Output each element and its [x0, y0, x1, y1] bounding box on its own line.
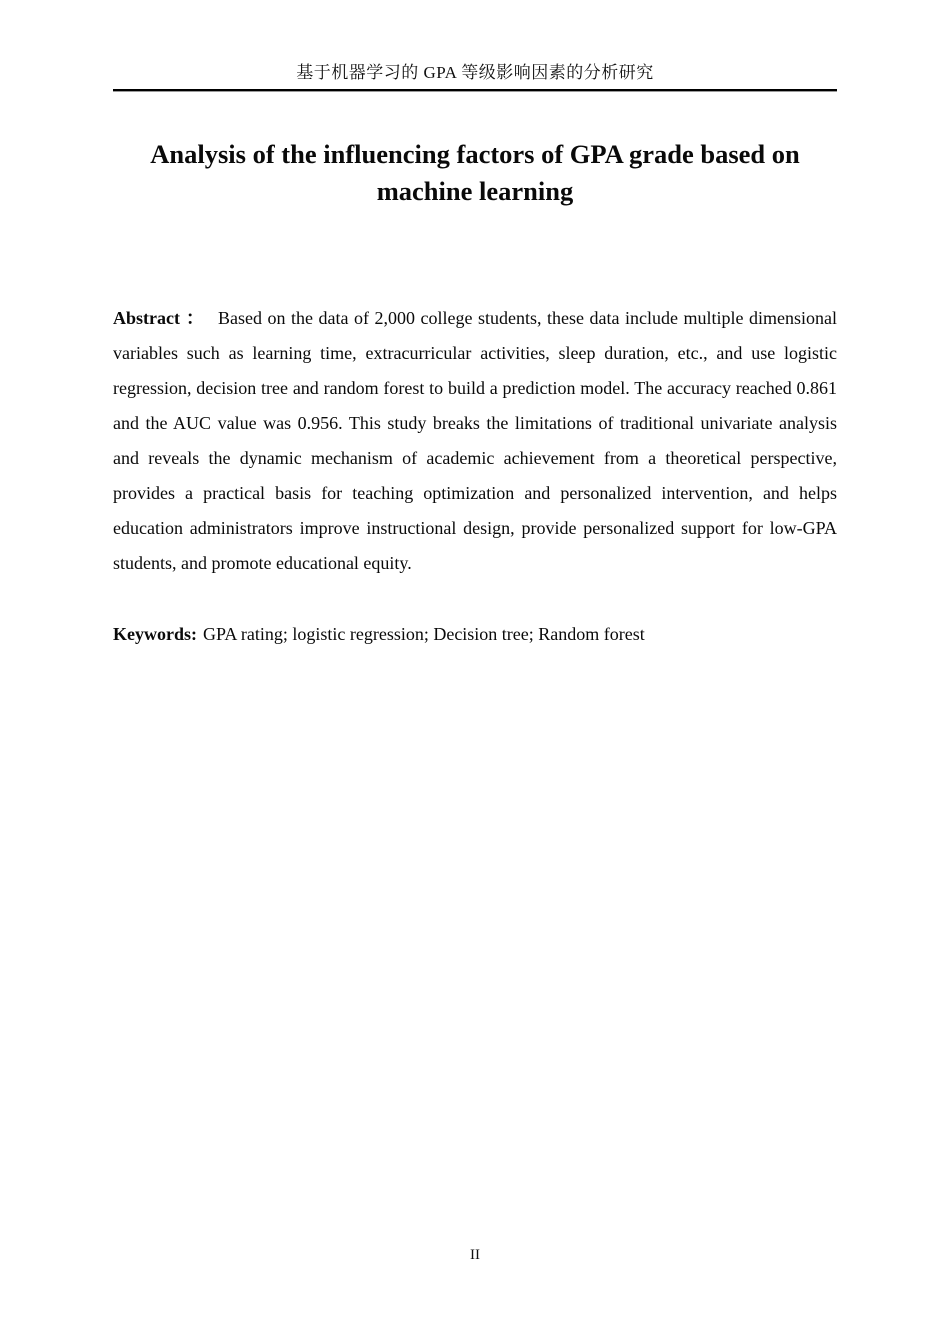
abstract-label: Abstract [113, 308, 180, 328]
page-title [113, 136, 837, 210]
page-title-line-1: Analysis of the influencing factors of GPA grade based on [150, 139, 800, 169]
header-divider [113, 89, 837, 91]
abstract-paragraph [113, 301, 837, 581]
page-body [113, 301, 837, 652]
keywords-text: GPA rating; logistic regression; Decision tree; Random forest [203, 624, 645, 644]
page-title-line-2: machine learning [376, 176, 574, 206]
keywords-line [113, 617, 837, 652]
keywords-label: Keywords: [113, 624, 197, 644]
page-number: II [470, 1247, 480, 1263]
abstract-colon: ： [184, 308, 206, 328]
abstract-text: Based on the data of 2,000 college students, these data include multiple dimensional variables such as learning time, extracurricular activities, sleep duration, etc., and use logistic regression, decision tree and random forest to build a prediction model. The accuracy reached 0.861 and the AUC value was 0.956. This study breaks the limitations of traditional univariate analysis and reveals the dynamic mechanism of academic achievement from a theoretical perspective, provides a practical basis for teaching optimization and personalized intervention, and helps education administrators improve instructional design, provide personalized support for low-GPA students, and promote educational equity. [113, 308, 837, 573]
running-header-title: 基于机器学习的 GPA 等级影响因素的分析研究 [296, 63, 654, 82]
